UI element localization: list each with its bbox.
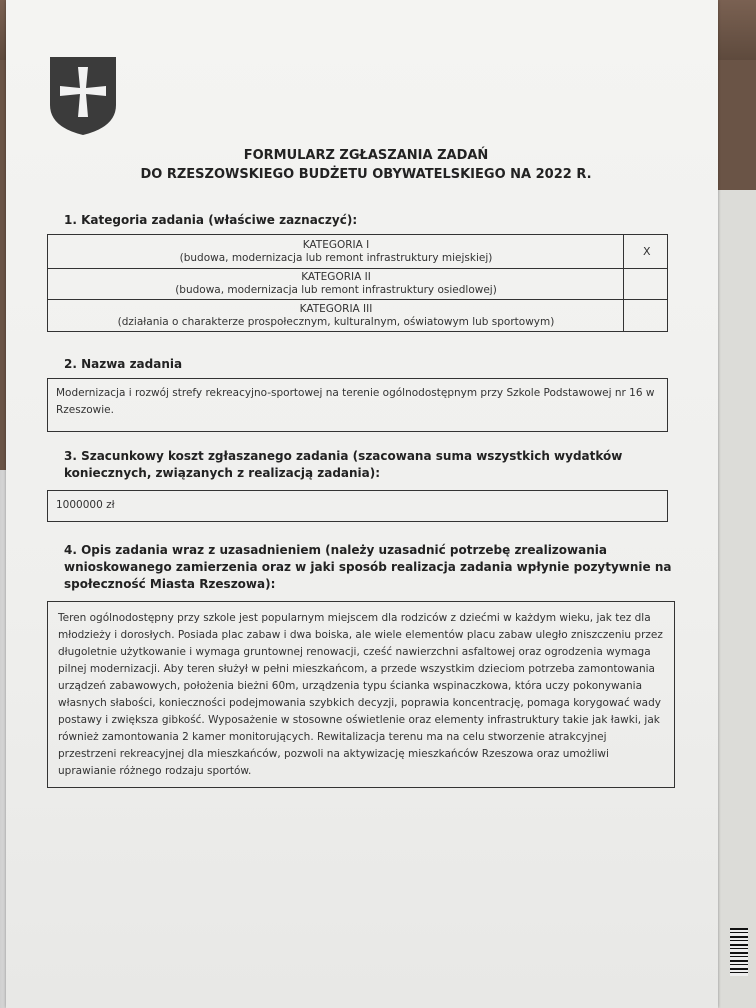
category-row-1 bbox=[48, 239, 624, 265]
category-row-3 bbox=[48, 303, 624, 329]
cost-field[interactable]: 1000000 zł bbox=[47, 490, 668, 522]
category-table bbox=[47, 234, 668, 332]
description-field[interactable]: Teren ogólnodostępny przy szkole jest popularnym miejscem dla rodziców z dziećmi w każdym wieku, jak tez dla młodzieży i dorosłych. Posiada plac zabaw i dwa boiska, ale wiele elementów placu zabaw uległo zniszczeniu przez długoletnie użytkowanie i wymaga gruntownej renowacji, cześć nawierzchni asfaltowej oraz ogrodzenia wymaga pilnej modernizacji. Aby teren służył w pełni mieszkańcom, a przede wszystkim dzieciom potrzeba zamontowania urządzeń zabawowych, położenia bieżni 60m, urządzenia typu ścianka wspinaczkowa, która uczy pokonywania własnych słabości, konieczności podejmowania szybkich decyzji, poprawia koncentrację, pomaga korygować wady postawy i zwiększa gibkość. Wyposażenie w stosowne oświetlenie oraz elementy infrastruktury takie jak ławki, jak również zamontowania 2 kamer monitorujących. Rewitalizacja terenu ma na celu stworzenie atrakcyjnej przestrzeni rekreacyjnej dla mieszkańców, pozwoli na aktywizację mieszkańców Rzeszowa oraz umożliwi uprawianie różnego rodzaju sportów. bbox=[47, 601, 675, 788]
category-name: KATEGORIA II bbox=[301, 271, 371, 283]
task-name-field[interactable]: Modernizacja i rozwój strefy rekreacyjno-sportowej na terenie ogólnodostępnym przy Szkole Podstawowej nr 16 w Rzeszowie. bbox=[47, 378, 668, 432]
form-page bbox=[6, 0, 718, 1008]
category-name: KATEGORIA I bbox=[302, 239, 370, 251]
category-name: KATEGORIA III bbox=[299, 303, 373, 315]
table-row-divider bbox=[48, 268, 667, 269]
section4-heading: 4. Opis zadania wraz z uzasadnieniem (należy uzasadnić potrzebę zrealizowania wnioskowanego zamierzenia oraz w jaki sposób realizacja zadania wpłynie pozytywnie na społeczność Miasta Rzeszowa): bbox=[64, 543, 672, 591]
barcode-icon bbox=[730, 928, 748, 976]
category-1-checkmark[interactable]: X bbox=[643, 245, 651, 258]
form-title-line2: DO RZESZOWSKIEGO BUDŻETU OBYWATELSKIEGO NA 2022 R. bbox=[140, 167, 592, 182]
section3-heading: 3. Szacunkowy koszt zgłaszanego zadania (szacowana suma wszystkich wydatków koniecznych, związanych z realizacją zadania): bbox=[64, 449, 623, 480]
category-description: (budowa, modernizacja lub remont infrastruktury osiedlowej) bbox=[175, 284, 497, 296]
table-row-divider bbox=[48, 299, 667, 300]
city-crest-icon bbox=[48, 55, 118, 137]
section1-heading: 1. Kategoria zadania (właściwe zaznaczyć): bbox=[64, 213, 358, 227]
form-title bbox=[86, 146, 646, 184]
section2-heading: 2. Nazwa zadania bbox=[64, 357, 183, 371]
category-row-2 bbox=[48, 271, 624, 297]
form-title-line1: FORMULARZ ZGŁASZANIA ZADAŃ bbox=[243, 148, 489, 163]
underlying-sheet bbox=[718, 190, 756, 1008]
category-description: (działania o charakterze prospołecznym, kulturalnym, oświatowym lub sportowym) bbox=[117, 316, 555, 328]
category-description: (budowa, modernizacja lub remont infrastruktury miejskiej) bbox=[179, 252, 493, 264]
